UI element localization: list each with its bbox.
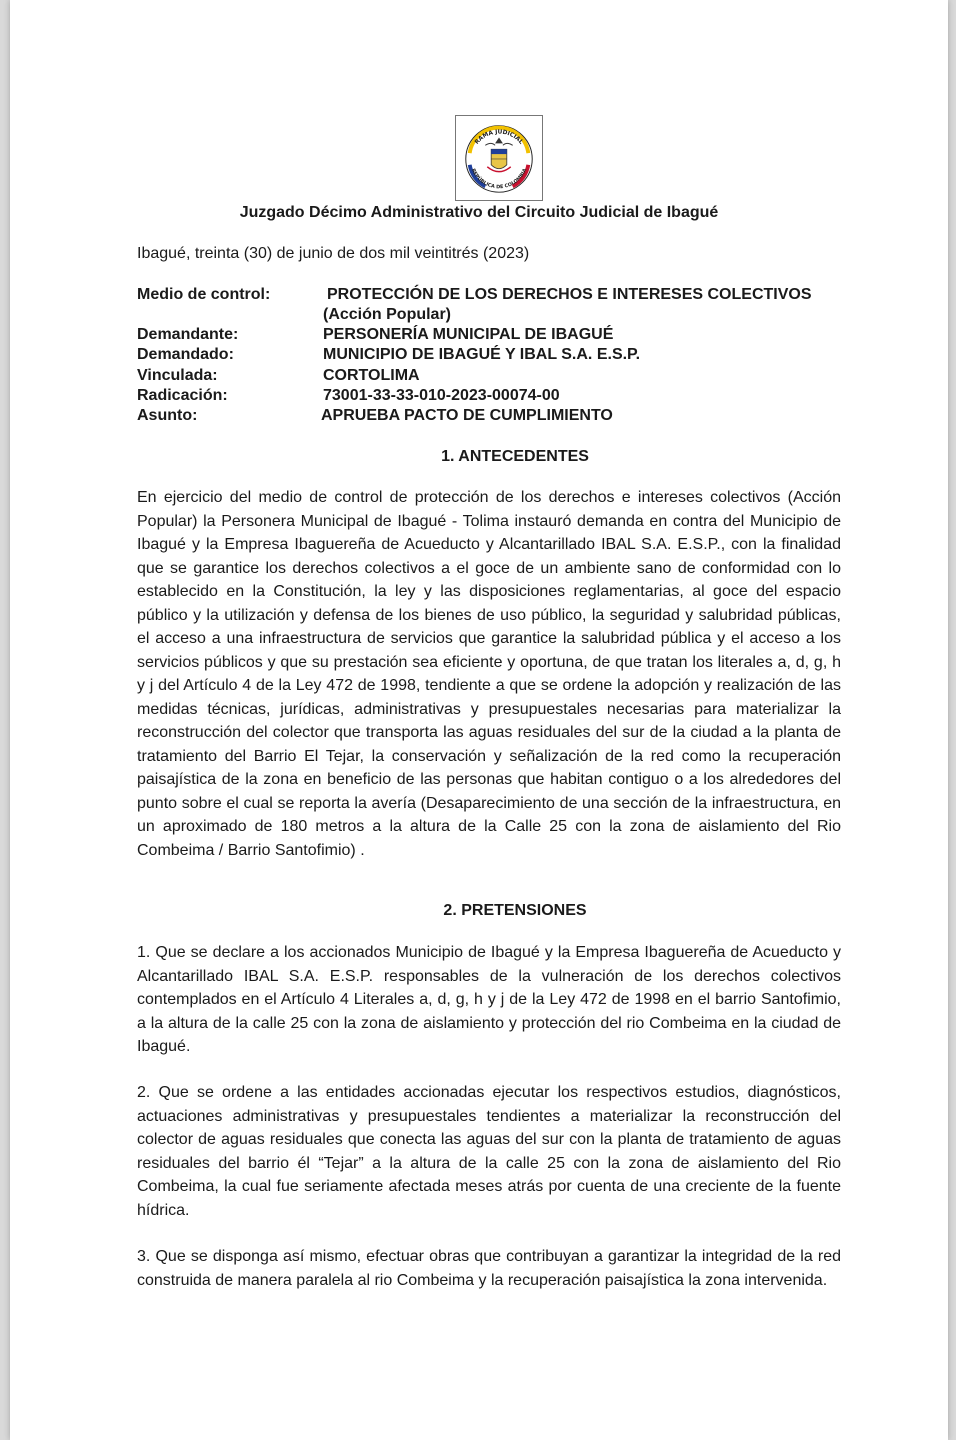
meta-radicacion-label: Radicación:: [137, 387, 228, 404]
court-name: Juzgado Décimo Administrativo del Circuito Judicial de Ibagué: [239, 204, 719, 221]
meta-asunto-label: Asunto:: [137, 407, 198, 424]
meta-demandado-value: MUNICIPIO DE IBAGUÉ Y IBAL S.A. E.S.P.: [323, 346, 641, 363]
meta-demandante-value: PERSONERÍA MUNICIPAL DE IBAGUÉ: [323, 326, 614, 343]
meta-medio-label: Medio de control:: [137, 286, 271, 303]
meta-demandado-label: Demandado:: [137, 346, 234, 363]
document-page: [10, 0, 948, 1440]
coat-of-arms-icon: [456, 116, 542, 200]
meta-medio-value-2: (Acción Popular): [323, 306, 452, 323]
section-antecedentes-title: 1. ANTECEDENTES: [441, 448, 589, 465]
meta-demandante-label: Demandante:: [137, 326, 239, 343]
seal-top-text: RAMA JUDICIAL: [474, 129, 524, 146]
meta-medio-value: PROTECCIÓN DE LOS DERECHOS E INTERESES COLECTIVOS: [327, 286, 812, 303]
document-date: Ibagué, treinta (30) de junio de dos mil veintitrés (2023): [137, 245, 530, 262]
pretension-3-paragraph: 3. Que se disponga así mismo, efectuar obras que contribuyan a garantizar la integridad de la red construida de manera paralela al rio Combeima y la recuperación paisajística la zona intervenida.: [137, 1248, 841, 1289]
meta-vinculada-label: Vinculada:: [137, 367, 218, 384]
pretension-2-paragraph: 2. Que se ordene a las entidades accionadas ejecutar los respectivos estudios, diagnósticos, actuaciones administrativas y presupuestales tendientes a materializar la reconstrucción del colector de aguas residuales que conecta las aguas del sur con la planta de tratamiento de aguas residuales del barrio él “Tejar” a la altura de la calle 25 con la zona de aislamiento del Rio Combeima, la cual fue seriamente afectada meses atrás por cuenta de una creciente de la fuente hídrica.: [137, 1084, 841, 1219]
antecedentes-paragraph: En ejercicio del medio de control de protección de los derechos e intereses colectivos (Acción Popular) la Personera Municipal de Ibagué - Tolima instauró demanda en contra del Municipio de Ibagué y la Empresa Ibaguereña de Acueducto y Alcantarillado IBAL S.A. E.S.P., con la finalidad que se garantice los derechos colectivos a el goce de un ambiente sano de conformidad con lo establecido en la Constitución, la ley y las disposiciones reglamentarias, al goce del espacio público y la utilización y defensa de los bienes de uso público, la seguridad y salubridad públicas, el acceso a una infraestructura de servicios que garantice la salubridad pública y el acceso a los servicios públicos y que su prestación sea eficiente y oportuna, de que tratan los literales a, d, g, h y j del Artículo 4 de la Ley 472 de 1998, tendiente a que se ordene la adopción y realización de las medidas técnicas, jurídicas, administrativas y presupuestales necesarias para materializar la reconstrucción del colector que transporta las aguas residuales del sur de la ciudad a la planta de tratamiento del Barrio El Tejar, la conservación y señalización de la red como la recuperación paisajística de la zona en beneficio de las personas que habitan contiguo o a los alrededores del punto sobre el cual se reporta la avería (Desaparecimiento de una sección de la infraestructura, en un aproximado de 180 metros a la altura de la Calle 25 con la zona de aislamiento del Rio Combeima / Barrio Santofimio) .: [137, 489, 841, 859]
meta-asunto-value: APRUEBA PACTO DE CUMPLIMIENTO: [321, 407, 613, 424]
section-pretensiones-title: 2. PRETENSIONES: [443, 902, 587, 919]
rama-judicial-seal: [455, 115, 543, 201]
seal-bottom-text: REPÚBLICA DE COLOMBIA: [469, 167, 529, 191]
meta-vinculada-value: CORTOLIMA: [323, 367, 420, 384]
pretension-1-paragraph: 1. Que se declare a los accionados Municipio de Ibagué y la Empresa Ibaguereña de Acueducto y Alcantarillado IBAL S.A. E.S.P. responsables de la vulneración de los derechos colectivos contemplados en el Artículo 4 Literales a, d, g, h y j de la Ley 472 de 1998 en el barrio Santofimio, a la altura de la calle 25 con la zona de aislamiento y protección del rio Combeima en la ciudad de Ibagué.: [137, 944, 841, 1055]
meta-radicacion-value: 73001-33-33-010-2023-00074-00: [323, 387, 560, 404]
